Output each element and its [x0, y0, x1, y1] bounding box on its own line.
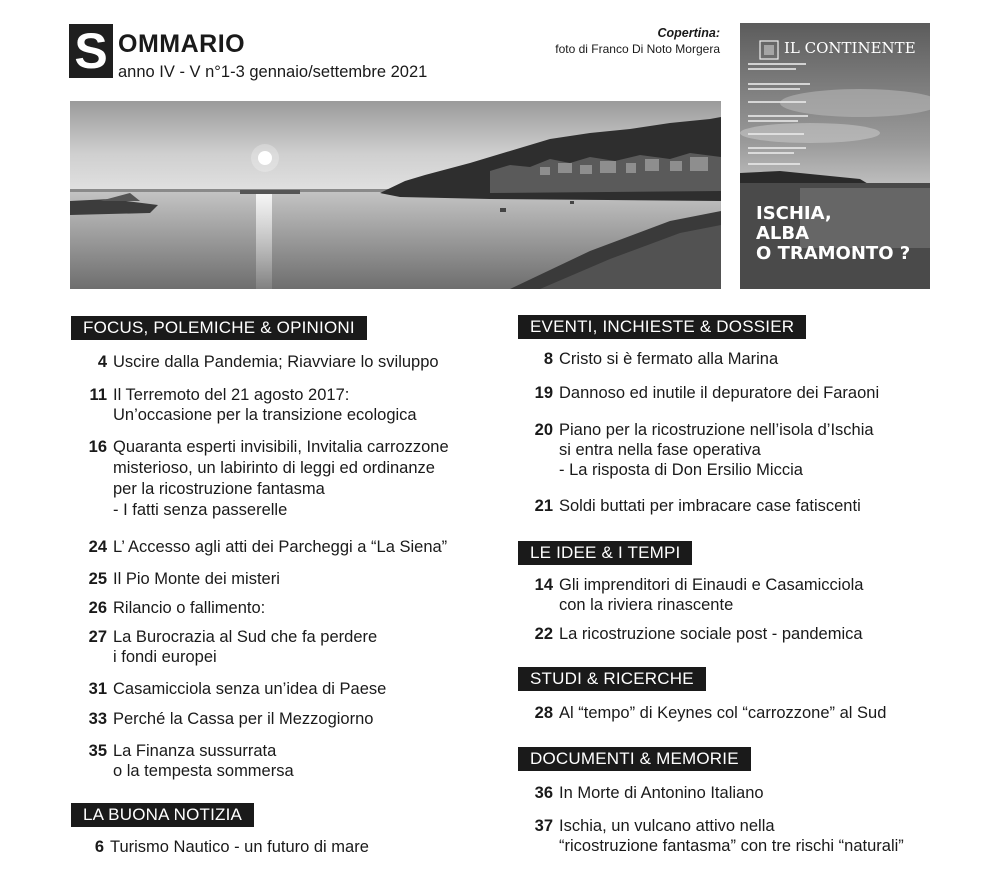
magazine-name: IL CONTINENTE: [784, 39, 916, 57]
toc-page-number: 4: [97, 353, 107, 371]
toc-title: Piano per la ricostruzione nell’isola d’Ischia si entra nella fase operativa - La risposta di Don Ersilio Miccia: [559, 421, 874, 479]
toc-title: Casamicciola senza un’idea di Paese: [113, 680, 387, 698]
cover-label: Copertina:: [657, 26, 720, 40]
section-buona-notizia: LA BUONA NOTIZIA: [71, 803, 254, 827]
toc-title: Soldi buttati per imbracare case fatiscenti: [559, 497, 861, 515]
toc-title: In Morte di Antonino Italiano: [559, 784, 764, 802]
toc-page-number: 36: [534, 784, 553, 802]
toc-entry[interactable]: [534, 624, 863, 644]
toc-page-number: 33: [88, 710, 107, 728]
toc-page-number: 37: [534, 817, 553, 835]
toc-page-number: 8: [543, 350, 553, 368]
toc-entry[interactable]: [94, 837, 369, 857]
magazine-cover: [740, 23, 930, 289]
toc-page-number: 20: [534, 421, 553, 439]
toc-page-number: 22: [534, 625, 553, 643]
toc-entry[interactable]: [534, 496, 861, 516]
toc-title: La ricostruzione sociale post - pandemica: [559, 625, 863, 643]
toc-title: Dannoso ed inutile il depuratore dei Faraoni: [559, 384, 880, 402]
toc-page-number: 27: [88, 628, 107, 646]
toc-title: L’ Accesso agli atti dei Parcheggi a “La Siena”: [113, 538, 448, 556]
toc-entry[interactable]: [88, 537, 448, 557]
section-idee-tempi: LE IDEE & I TEMPI: [518, 541, 692, 565]
toc-page-number: 16: [88, 438, 107, 456]
toc-title: La Finanza sussurrata o la tempesta sommersa: [113, 742, 294, 780]
magazine-cover-line-2: ALBA: [756, 223, 810, 244]
toc-entry[interactable]: [534, 575, 864, 615]
toc-page-number: 24: [88, 538, 107, 556]
toc-entry[interactable]: [88, 569, 280, 589]
toc-title: Quaranta esperti invisibili, Invitalia carrozzone misterioso, un labirinto di leggi ed ordinanze per la ricostruzione fantasma - I fatti senza passerelle: [113, 438, 449, 519]
toc-page-number: 25: [88, 570, 107, 588]
toc-title: Il Terremoto del 21 agosto 2017: Un’occasione per la transizione ecologica: [113, 386, 417, 424]
toc-title: Al “tempo” di Keynes col “carrozzone” al Sud: [559, 704, 887, 722]
section-documenti-memorie: DOCUMENTI & MEMORIE: [518, 747, 751, 771]
toc-title: Turismo Nautico - un futuro di mare: [110, 838, 369, 856]
toc-page-number: 14: [534, 576, 553, 594]
toc-entry[interactable]: [88, 709, 374, 729]
toc-entry[interactable]: [543, 349, 779, 369]
cover-photo: [70, 101, 721, 289]
toc-title: Uscire dalla Pandemia; Riavviare lo sviluppo: [113, 353, 439, 371]
toc-page-number: 21: [534, 497, 553, 515]
toc-entry[interactable]: [534, 420, 874, 480]
toc-entry[interactable]: [534, 383, 880, 403]
toc-entry[interactable]: [88, 627, 378, 667]
toc-title: Gli imprenditori di Einaudi e Casamicciola con la riviera rinascente: [559, 576, 864, 614]
toc-page-number: 28: [534, 704, 553, 722]
toc-page-number: 31: [88, 680, 107, 698]
section-studi-ricerche: STUDI & RICERCHE: [518, 667, 706, 691]
toc-entry[interactable]: [88, 741, 294, 781]
magazine-cover-line-1: ISCHIA,: [756, 203, 832, 224]
toc-title: Ischia, un vulcano attivo nella “ricostruzione fantasma” con tre rischi “naturali”: [559, 817, 904, 855]
toc-title: La Burocrazia al Sud che fa perdere i fondi europei: [113, 628, 378, 666]
section-focus-polemiche: FOCUS, POLEMICHE & OPINIONI: [71, 316, 367, 340]
toc-page-number: 35: [88, 742, 107, 760]
toc-title: Cristo si è fermato alla Marina: [559, 350, 779, 368]
magazine-cover-line-3: O TRAMONTO ?: [756, 243, 911, 264]
issue-info: anno IV - V n°1-3 gennaio/settembre 2021: [118, 63, 428, 81]
section-eventi-inchieste: EVENTI, INCHIESTE & DOSSIER: [518, 315, 806, 339]
toc-entry[interactable]: [97, 352, 439, 372]
toc-entry[interactable]: [534, 783, 764, 803]
toc-entry[interactable]: [534, 816, 904, 856]
toc-page-number: 11: [89, 386, 107, 404]
cover-credit: foto di Franco Di Noto Morgera: [555, 42, 720, 56]
toc-entry[interactable]: [88, 437, 449, 521]
toc-entry[interactable]: [534, 703, 887, 723]
toc-entry[interactable]: [88, 598, 266, 618]
toc-page-number: 19: [534, 384, 553, 402]
toc-page-number: 6: [94, 838, 104, 856]
toc-title: Perché la Cassa per il Mezzogiorno: [113, 710, 374, 728]
toc-title: Rilancio o fallimento:: [113, 599, 266, 617]
toc-title: Il Pio Monte dei misteri: [113, 570, 280, 588]
toc-entry[interactable]: [89, 385, 417, 425]
page-title: OMMARIO: [118, 30, 246, 58]
toc-entry[interactable]: [88, 679, 387, 699]
title-initial-box: S: [69, 24, 113, 78]
toc-page-number: 26: [88, 599, 107, 617]
